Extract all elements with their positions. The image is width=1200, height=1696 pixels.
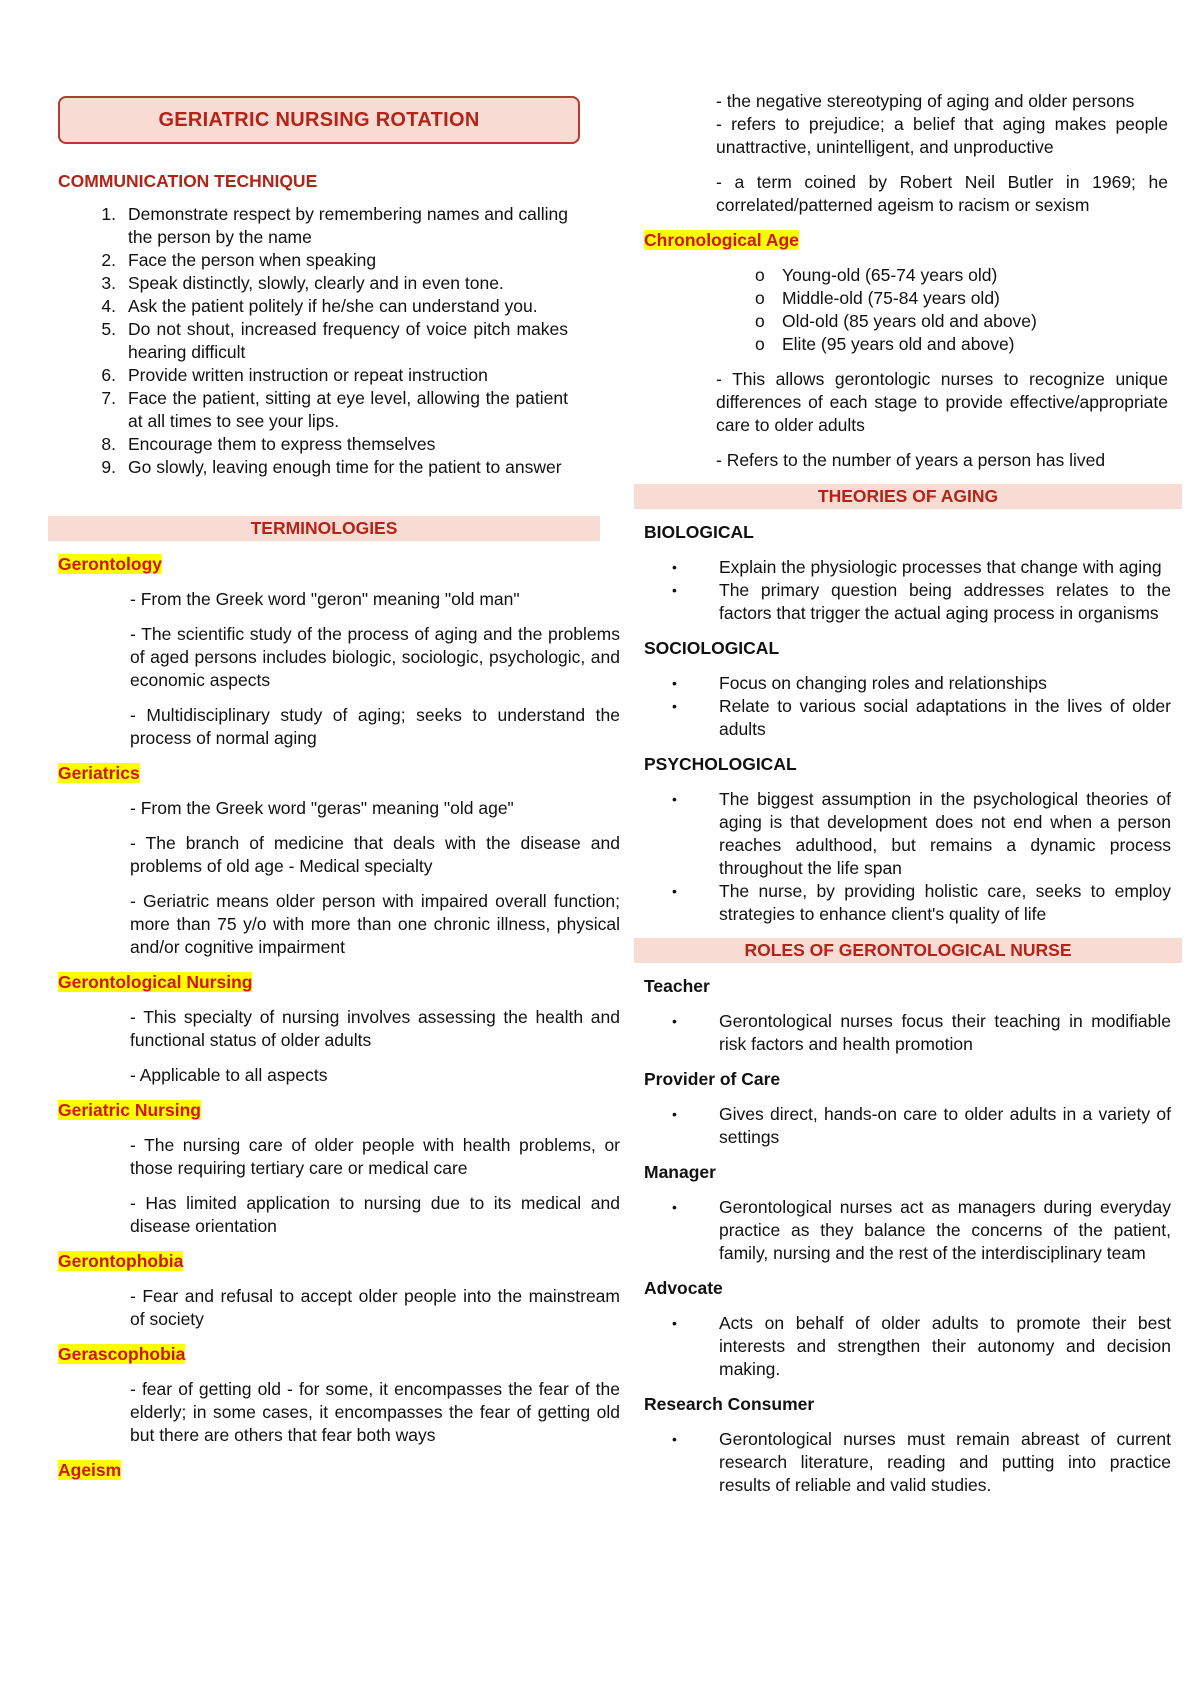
term-gerontological-nursing: Gerontological Nursing: [58, 972, 253, 992]
definition-text: - the negative stereotyping of aging and older persons: [716, 91, 1135, 111]
definition-text: - Geriatric means older person with impaired overall function; more than 75 y/o with more than one chronic illness, physical and/or cognitive impairment: [130, 891, 620, 957]
definition-text: - This allows gerontologic nurses to recognize unique differences of each stage to provide effective/appropriate care to older adults: [716, 369, 1168, 435]
teacher-list: [634, 1010, 1182, 1056]
definition-text: - Multidisciplinary study of aging; seeks to understand the process of normal aging: [130, 705, 620, 748]
list-item: 4. Ask the patient politely if he/she can understand you.: [101, 296, 538, 316]
right-column: [634, 90, 1182, 1497]
list-item: • Gerontological nurses must remain abreast of current research literature, reading and putting into practice results of reliable and valid studies.: [672, 1429, 1171, 1495]
biological-heading: BIOLOGICAL: [644, 522, 754, 542]
list-item: • Explain the physiologic processes that change with aging: [672, 557, 1162, 577]
list-item: 6. Provide written instruction or repeat instruction: [101, 365, 488, 385]
manager-list: [634, 1196, 1182, 1265]
list-item: 8. Encourage them to express themselves: [101, 434, 436, 454]
definition-text: - Applicable to all aspects: [130, 1065, 328, 1085]
list-item: 1. Demonstrate respect by remembering names and calling the person by the name: [101, 204, 568, 247]
roles-band: ROLES OF GERONTOLOGICAL NURSE: [634, 938, 1182, 963]
list-item: • The primary question being addresses relates to the factors that trigger the actual aging process in organisms: [672, 580, 1171, 623]
psychological-list: [634, 788, 1182, 926]
advocate-list: [634, 1312, 1182, 1381]
term-geriatric-nursing: Geriatric Nursing: [58, 1100, 201, 1120]
definition-text: - This specialty of nursing involves assessing the health and functional status of older adults: [130, 1007, 620, 1050]
list-item: o Elite (95 years old and above): [755, 334, 1015, 354]
definition-text: - From the Greek word "geras" meaning "old age": [130, 798, 514, 818]
definition-text: - The branch of medicine that deals with the disease and problems of old age - Medical specialty: [130, 833, 620, 876]
theories-band: THEORIES OF AGING: [634, 484, 1182, 509]
list-item: 3. Speak distinctly, slowly, clearly and in even tone.: [101, 273, 504, 293]
list-item: 9. Go slowly, leaving enough time for the patient to answer: [101, 457, 562, 477]
age-stages-list: [634, 264, 1182, 356]
list-item: 7. Face the patient, sitting at eye level, allowing the patient at all times to see your lips.: [101, 388, 568, 431]
research-list: [634, 1428, 1182, 1497]
terminologies-band: TERMINOLOGIES: [48, 516, 600, 541]
definition-text: - The scientific study of the process of aging and the problems of aged persons includes biologic, sociologic, psychologic, and economic aspects: [130, 624, 620, 690]
term-geriatrics: Geriatrics: [58, 763, 140, 783]
manager-heading: Manager: [644, 1162, 716, 1182]
page-title: GERIATRIC NURSING ROTATION: [58, 96, 580, 144]
definition-text: - Has limited application to nursing due to its medical and disease orientation: [130, 1193, 620, 1236]
teacher-heading: Teacher: [644, 976, 710, 996]
definition-text: - refers to prejudice; a belief that aging makes people unattractive, unintelligent, and unproductive: [716, 114, 1168, 157]
communication-heading: COMMUNICATION TECHNIQUE: [58, 171, 318, 191]
psychological-heading: PSYCHOLOGICAL: [644, 754, 797, 774]
advocate-heading: Advocate: [644, 1278, 723, 1298]
research-heading: Research Consumer: [644, 1394, 815, 1414]
list-item: • Acts on behalf of older adults to promote their best interests and strengthen their autonomy and decision making.: [672, 1313, 1171, 1379]
list-item: • Gives direct, hands-on care to older adults in a variety of settings: [672, 1104, 1171, 1147]
definition-text: - Fear and refusal to accept older people into the mainstream of society: [130, 1286, 620, 1329]
term-chronological-age: Chronological Age: [644, 230, 799, 250]
definition-text: - fear of getting old - for some, it encompasses the fear of the elderly; in some cases, it encompasses the fear of getting old but there are others that fear both ways: [130, 1379, 620, 1445]
communication-list: [58, 203, 600, 479]
provider-list: [634, 1103, 1182, 1149]
list-item: • Gerontological nurses act as managers during everyday practice as they balance the concerns of the patient, family, nursing and the rest of the interdisciplinary team: [672, 1197, 1171, 1263]
term-gerascophobia: Gerascophobia: [58, 1344, 186, 1364]
list-item: • Gerontological nurses focus their teaching in modifiable risk factors and health promotion: [672, 1011, 1171, 1054]
term-gerontophobia: Gerontophobia: [58, 1251, 184, 1271]
term-ageism: Ageism: [58, 1460, 122, 1480]
list-item: • Relate to various social adaptations in the lives of older adults: [672, 696, 1171, 739]
list-item: 5. Do not shout, increased frequency of voice pitch makes hearing difficult: [101, 319, 568, 362]
sociological-list: [634, 672, 1182, 741]
definition-text: - a term coined by Robert Neil Butler in 1969; he correlated/patterned ageism to racism or sexism: [716, 172, 1168, 215]
list-item: • The biggest assumption in the psychological theories of aging is that development does not end when a person reaches adulthood, but remains a dynamic process throughout the life span: [672, 789, 1171, 878]
left-column: [48, 96, 620, 1482]
definition-text: - Refers to the number of years a person has lived: [716, 450, 1106, 470]
term-gerontology: Gerontology: [58, 554, 163, 574]
list-item: • Focus on changing roles and relationships: [672, 673, 1047, 693]
list-item: 2. Face the person when speaking: [101, 250, 377, 270]
provider-heading: Provider of Care: [644, 1069, 781, 1089]
list-item: o Middle-old (75-84 years old): [755, 288, 1000, 308]
list-item: • The nurse, by providing holistic care, seeks to employ strategies to enhance client's quality of life: [672, 881, 1171, 924]
list-item: o Old-old (85 years old and above): [755, 311, 1037, 331]
sociological-heading: SOCIOLOGICAL: [644, 638, 780, 658]
definition-text: - From the Greek word "geron" meaning "old man": [130, 589, 520, 609]
definition-text: - The nursing care of older people with health problems, or those requiring tertiary care or medical care: [130, 1135, 620, 1178]
list-item: o Young-old (65-74 years old): [755, 265, 998, 285]
biological-list: [634, 556, 1182, 625]
